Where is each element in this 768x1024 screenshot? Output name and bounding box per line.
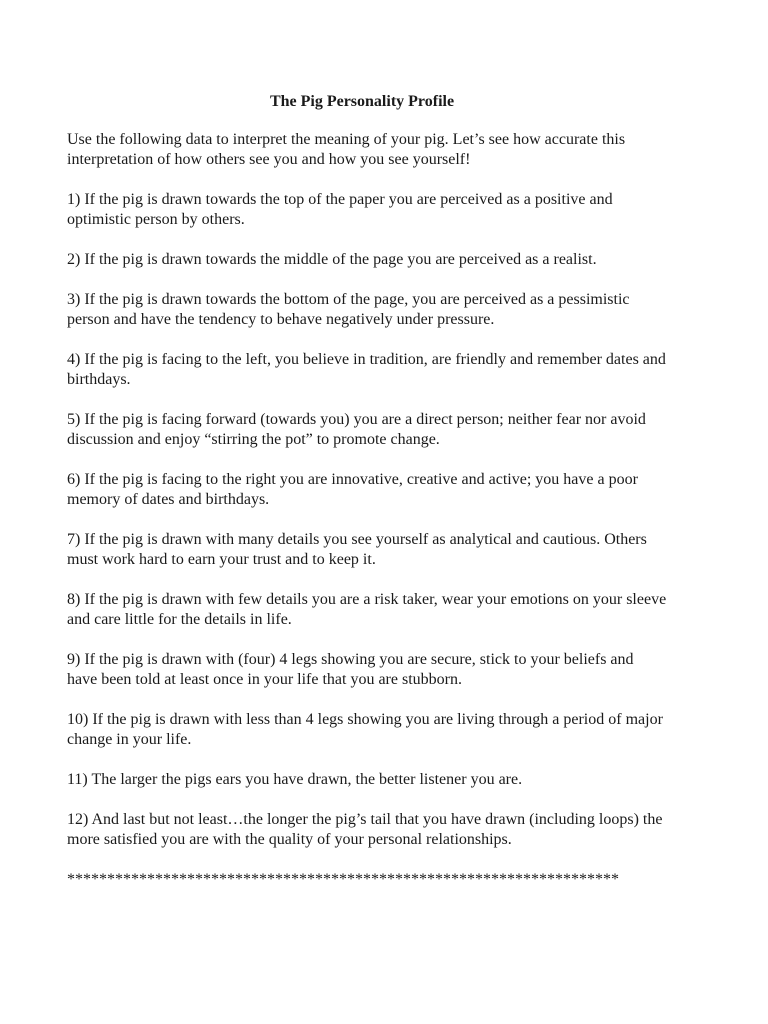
list-item: 10) If the pig is drawn with less than 4 legs showing you are living through a period of major change in your life. bbox=[67, 711, 663, 748]
list-item: 11) The larger the pigs ears you have drawn, the better listener you are. bbox=[67, 771, 523, 788]
list-item: 9) If the pig is drawn with (four) 4 legs showing you are secure, stick to your beliefs and have been told at least once in your life that you are stubborn. bbox=[67, 651, 634, 688]
list-item: 4) If the pig is facing to the left, you believe in tradition, are friendly and remember dates and birthdays. bbox=[67, 351, 666, 388]
list-item: 2) If the pig is drawn towards the middle of the page you are perceived as a realist. bbox=[67, 251, 597, 268]
document-body bbox=[67, 130, 667, 890]
list-item: 12) And last but not least…the longer the pig’s tail that you have drawn (including loops) the more satisfied you are with the quality of your personal relationships. bbox=[67, 811, 663, 848]
list-item: 1) If the pig is drawn towards the top of the paper you are perceived as a positive and optimistic person by others. bbox=[67, 191, 613, 228]
list-item: 7) If the pig is drawn with many details you see yourself as analytical and cautious. Others must work hard to earn your trust and to keep it. bbox=[67, 531, 647, 568]
intro-paragraph: Use the following data to interpret the meaning of your pig. Let’s see how accurate this interpretation of how others see you and how you see yourself! bbox=[67, 131, 626, 168]
list-item: 5) If the pig is facing forward (towards you) you are a direct person; neither fear nor avoid discussion and enjoy “stirring the pot” to promote change. bbox=[67, 411, 646, 448]
document-title: The Pig Personality Profile bbox=[269, 93, 455, 110]
separator-line: ********************************************************************* bbox=[67, 871, 619, 888]
list-item: 6) If the pig is facing to the right you are innovative, creative and active; you have a poor memory of dates and birthdays. bbox=[67, 471, 638, 508]
list-item: 8) If the pig is drawn with few details you are a risk taker, wear your emotions on your sleeve and care little for the details in life. bbox=[67, 591, 667, 628]
list-item: 3) If the pig is drawn towards the bottom of the page, you are perceived as a pessimistic person and have the tendency to behave negatively under pressure. bbox=[67, 291, 630, 328]
